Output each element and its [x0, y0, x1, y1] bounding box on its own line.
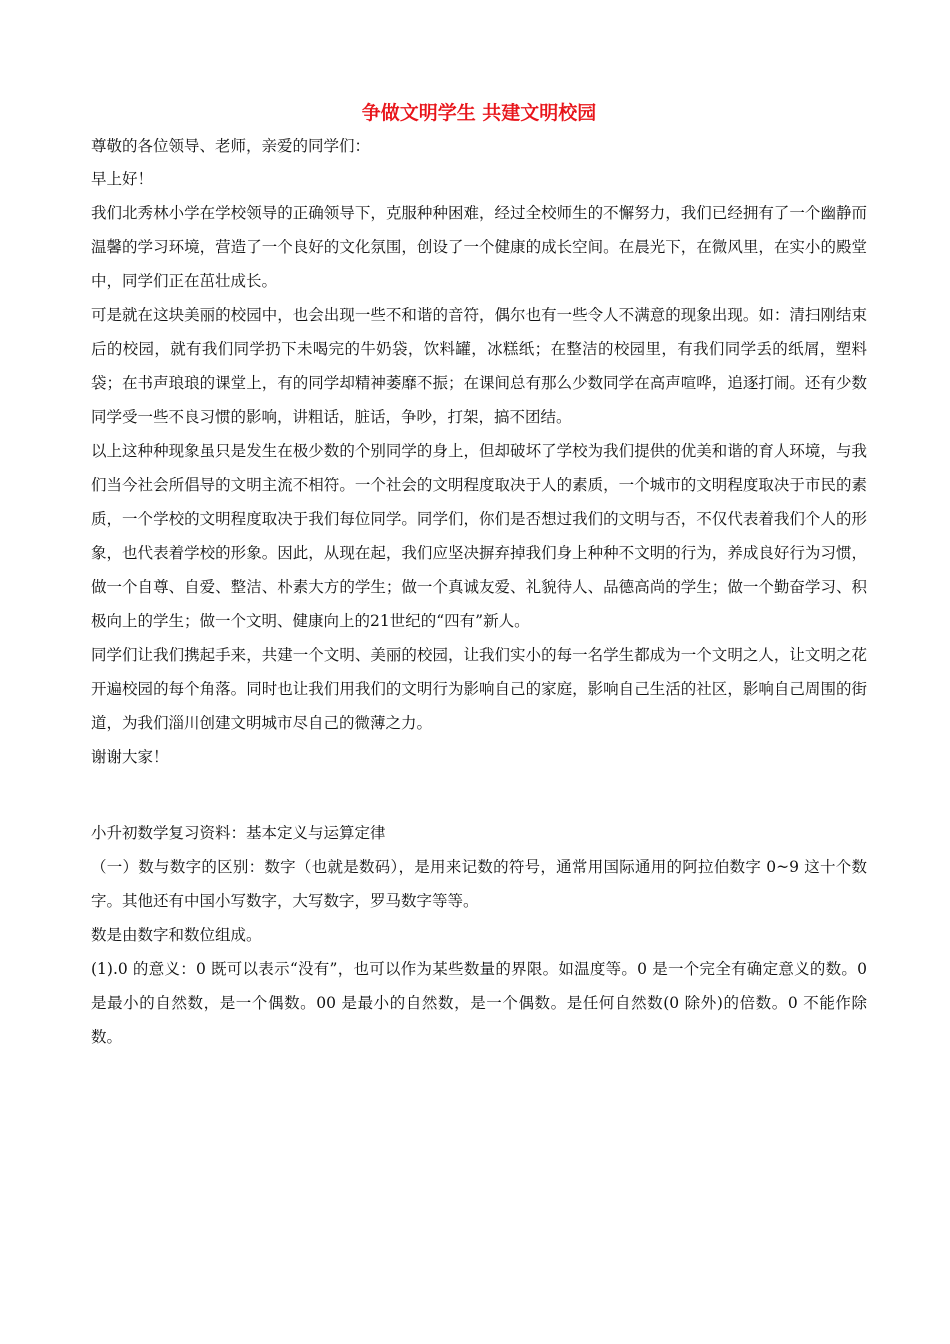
salutation: 尊敬的各位领导、老师，亲爱的同学们： — [91, 137, 371, 155]
appendix-paragraph-1: （一）数与数字的区别：数字（也就是数码），是用来记数的符号，通常用国际通用的阿拉伯数字 0~9 这十个数字。其他还有中国小写数字，大写数字，罗马数字等等。 — [91, 858, 867, 910]
appendix-paragraph-2: 数是由数字和数位组成。 — [91, 926, 262, 944]
section-spacer — [91, 774, 867, 816]
document-title: 争做文明学生 共建文明校园 — [361, 102, 597, 124]
appendix-paragraph-3: (1).0 的意义：0 既可以表示“没有”，也可以作为某些数量的界限。如温度等。0 是一个完全有确定意义的数。0 是最小的自然数，是一个偶数。00 是最小的自然数，是一个偶数。是任何自然数(0 除外)的倍数。0 不能作除数。 — [91, 960, 867, 1046]
speech-paragraph-4: 同学们让我们携起手来，共建一个文明、美丽的校园，让我们实小的每一名学生都成为一个文明之人，让文明之花开遍校园的每个角落。同时也让我们用我们的文明行为影响自己的家庭，影响自己生活的社区，影响自己周围的街道，为我们淄川创建文明城市尽自己的微薄之力。 — [91, 646, 867, 732]
greeting: 早上好！ — [91, 170, 154, 188]
closing: 谢谢大家！ — [91, 748, 169, 766]
document-body — [91, 98, 867, 1054]
appendix-heading: 小升初数学复习资料：基本定义与运算定律 — [91, 824, 386, 842]
speech-paragraph-2: 可是就在这块美丽的校园中，也会出现一些不和谐的音符，偶尔也有一些令人不满意的现象出现。如：清扫刚结束后的校园，就有我们同学扔下未喝完的牛奶袋，饮料罐，冰糕纸；在整洁的校园里，有我们同学丢的纸屑，塑料袋；在书声琅琅的课堂上，有的同学却精神萎靡不振；在课间总有那么少数同学在高声喧哗，追逐打闹。还有少数同学受一些不良习惯的影响，讲粗话，脏话，争吵，打架，搞不团结。 — [91, 306, 867, 426]
speech-paragraph-1: 我们北秀林小学在学校领导的正确领导下，克服种种困难，经过全校师生的不懈努力，我们已经拥有了一个幽静而温馨的学习环境，营造了一个良好的文化氛围，创设了一个健康的成长空间。在晨光下，在微风里，在实小的殿堂中，同学们正在茁壮成长。 — [91, 204, 867, 290]
speech-paragraph-3: 以上这种种现象虽只是发生在极少数的个别同学的身上，但却破坏了学校为我们提供的优美和谐的育人环境，与我们当今社会所倡导的文明主流不相符。一个社会的文明程度取决于人的素质，一个城市的文明程度取决于市民的素质，一个学校的文明程度取决于我们每位同学。同学们，你们是否想过我们的文明与否，不仅代表着我们个人的形象，也代表着学校的形象。因此，从现在起，我们应坚决摒弃掉我们身上种种不文明的行为，养成良好行为习惯，做一个自尊、自爱、整洁、朴素大方的学生；做一个真诚友爱、礼貌待人、品德高尚的学生；做一个勤奋学习、积极向上的学生；做一个文明、健康向上的21世纪的“四有”新人。 — [91, 442, 867, 630]
